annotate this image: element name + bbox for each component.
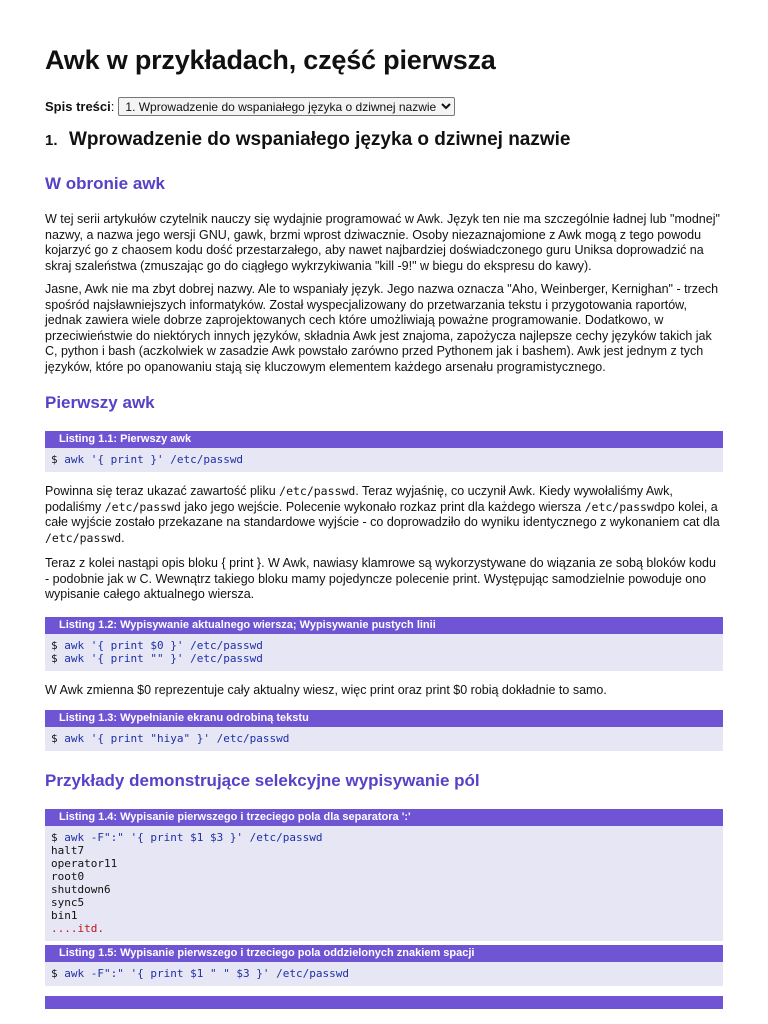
code-prompt: $ — [51, 453, 65, 466]
listing-1-1 — [45, 431, 723, 472]
code-output-line: bin1 — [51, 909, 78, 922]
listing-code — [45, 826, 723, 941]
page-title: Awk w przykładach, część pierwsza — [45, 45, 496, 75]
listing-1-5 — [45, 945, 723, 986]
code-command: awk '{ print }' /etc/passwd — [64, 453, 244, 466]
toc-select[interactable] — [118, 97, 455, 116]
listing-title: Wypisanie pierwszego i trzeciego pola oddzielonych znakiem spacji — [120, 947, 475, 959]
listing-label: Listing 1.2: — [59, 618, 118, 631]
listing-label: Listing 1.5: — [59, 947, 118, 959]
listing-header — [45, 431, 723, 448]
text-run: . Teraz wyjaśnię, co uczynił Awk. Kiedy wywołaliśmy Awk, podaliśmy — [45, 484, 673, 514]
code-output-line: operator11 — [51, 857, 118, 870]
listing-header — [45, 710, 723, 727]
paragraph-dollar-zero: W Awk zmienna $0 reprezentuje cały aktualny wiesz, więc print oraz print $0 robią dokładnie to samo. — [45, 682, 607, 697]
chapter-number: 1. — [45, 132, 58, 149]
listing-code — [45, 962, 723, 986]
listing-code — [45, 727, 723, 751]
listing-1-2 — [45, 617, 723, 671]
code-prompt: $ — [51, 638, 65, 652]
listing-title: Pierwszy awk — [120, 433, 192, 445]
inline-code: /etc/passwd — [584, 499, 661, 514]
toc-colon: : — [110, 99, 115, 114]
code-prompt: $ — [51, 732, 65, 745]
code-prompt: $ — [51, 651, 65, 665]
text-run: . — [121, 530, 125, 545]
section-heading-w-obronie-awk: W obronie awk — [45, 174, 165, 193]
listing-1-3 — [45, 710, 723, 751]
listing-header — [45, 617, 723, 634]
code-command: awk '{ print $0 }' /etc/passwd — [64, 638, 263, 652]
code-command: awk '{ print "" }' /etc/passwd — [64, 651, 263, 665]
inline-code: /etc/passwd — [279, 484, 356, 498]
listing-1-4 — [45, 809, 723, 941]
chapter-heading — [45, 129, 723, 151]
listing-label: Listing 1.3: — [59, 712, 118, 724]
toc-label: Spis treści — [45, 99, 111, 114]
listing-title: Wypisywanie aktualnego wiersza; Wypisywanie pustych linii — [120, 618, 436, 631]
inline-code: /etc/passwd — [104, 499, 181, 514]
section-heading-selekcyjne: Przykłady demonstrujące selekcyjne wypisywanie pól — [45, 771, 480, 790]
listing-title: Wypełnianie ekranu odrobiną tekstu — [120, 712, 309, 724]
code-output-line: halt7 — [51, 844, 85, 857]
listing-label: Listing 1.4: — [59, 811, 118, 823]
code-output-line: shutdown6 — [51, 883, 111, 896]
listing-code — [45, 634, 723, 671]
paragraph-intro: W tej serii artykułów czytelnik nauczy się wydajnie programować w Awk. Język ten nie ma szczególnie ładnej lub "modnej" nazwy, a nazwa jego wersji GNU, gawk, brzmi wprost dziwacznie. Osoby niezaznajomione z Awk mogą z tego powodu kojarzyć go z chaosem kodu dość przestarzałego, aby nawet najbardziej doświadczonego guru Uniksa doprowadzić na skraj szaleństwa (zmuszając go do ciągłego wykrzykiwania "kill -9!" w biegu do ekspresu do kawy). — [45, 212, 720, 273]
chapter-title: Wprowadzenie do wspaniałego języka o dziwnej nazwie — [69, 129, 571, 150]
table-of-contents — [45, 97, 723, 116]
listing-header — [45, 945, 723, 962]
paragraph-awk-name: Jasne, Awk nie ma zbyt dobrej nazwy. Ale to wspaniały język. Jego nazwa oznacza "Aho, Weinberger, Kernighan" - trzech spośród najsławniejszych informatyków. Został wyspecjalizowany do przetwarzania tekstu i przygotowania raportów, jednak zawiera wiele dobrze zaprojektowanych cech które umożliwiają poważne programowanie. Dodatkowo, w przeciwieństwie do niektórych innych języków, składnia Awk jest znajoma, zapożycza najlepsze cechy języków takich jak C, python i bash (aczkolwiek w zasadzie Awk powstało zarówno przed Pythonem jak i bashem). Awk jest jednym z tych języków, które po opanowaniu stają się kluczowym elementem każdego arsenału programistycznego. — [45, 282, 719, 374]
inline-code: /etc/passwd — [45, 530, 122, 545]
listing-code — [45, 448, 723, 472]
listing-title: Wypisanie pierwszego i trzeciego pola dla separatora ':' — [120, 811, 411, 823]
code-output-etc: ....itd. — [51, 922, 104, 935]
code-output-line: root0 — [51, 870, 85, 883]
text-run: jako jego wejście. Polecenie wykonało rozkaz print dla każdego wiersza — [180, 499, 585, 514]
code-prompt: $ — [51, 967, 65, 980]
code-output-line: sync5 — [51, 896, 85, 909]
section-heading-pierwszy-awk: Pierwszy awk — [45, 393, 155, 412]
code-command: awk -F":" '{ print $1 $3 }' /etc/passwd — [64, 831, 323, 844]
text-run: Powinna się teraz ukazać zawartość pliku — [45, 484, 280, 498]
code-command: awk -F":" '{ print $1 " " $3 }' /etc/passwd — [64, 967, 350, 980]
code-prompt: $ — [51, 831, 65, 844]
paragraph-print-block: Teraz z kolei nastąpi opis bloku { print }. W Awk, nawiasy klamrowe są wykorzystywane do wiązania ze sobą bloków kodu - podobnie jak w C. Wewnątrz takiego bloku mamy pojedyncze polecenie print. Występując samodzielnie powoduje ono wypisanie całego aktualnego wiersza. — [45, 556, 716, 601]
code-command: awk '{ print "hiya" }' /etc/passwd — [64, 732, 290, 745]
text-run: po kolei, a całe wyjście zostało przekazane na standardowe wyjście - co doprowadziło do wyniku identycznego z wykonaniem cat dla — [45, 499, 720, 529]
paragraph-passwd-explanation — [45, 484, 723, 546]
listing-label: Listing 1.1: — [59, 433, 118, 445]
next-listing-bar — [45, 996, 723, 1009]
listing-header — [45, 809, 723, 826]
